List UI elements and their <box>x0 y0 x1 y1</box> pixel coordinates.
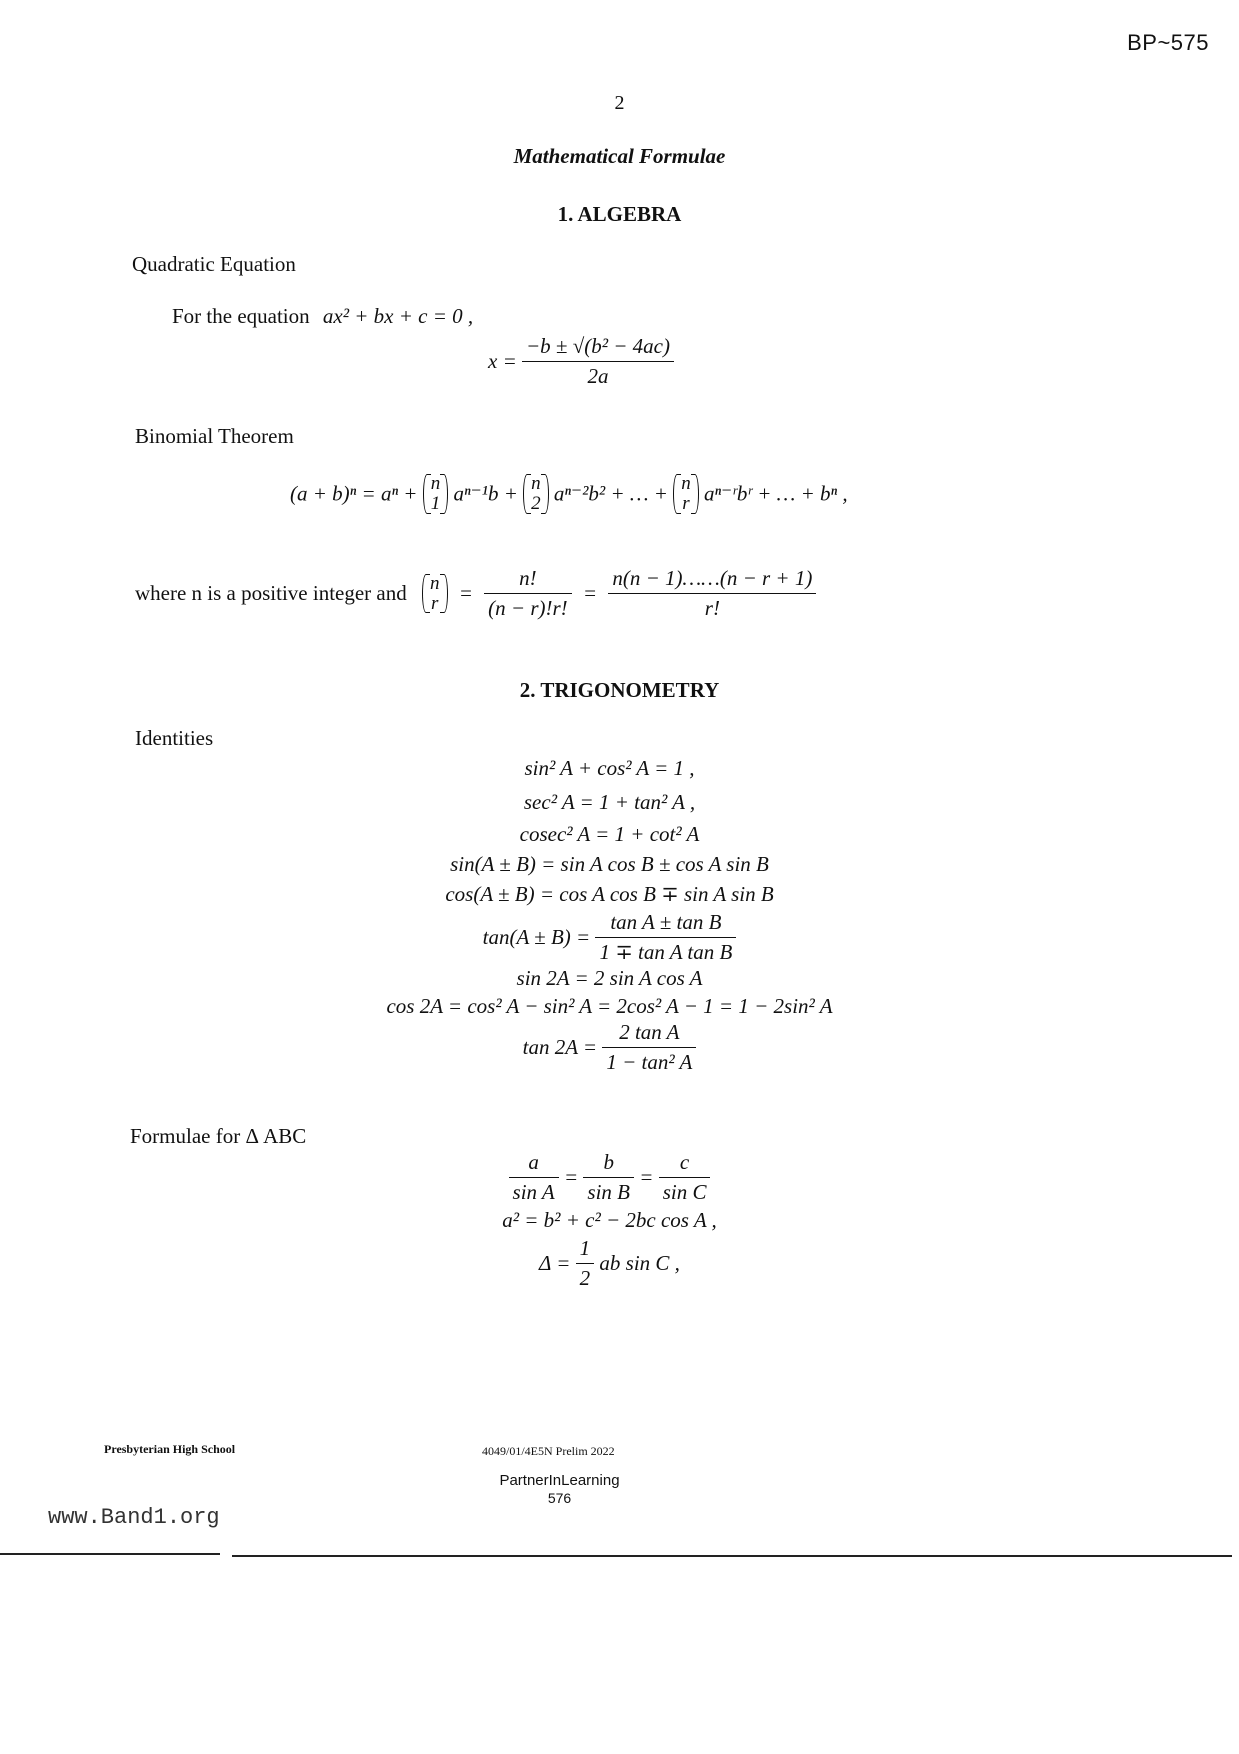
page-number: 2 <box>614 92 625 114</box>
binomial-coefficient-definition <box>135 566 816 621</box>
binomial-expansion <box>290 474 848 514</box>
tan-sum-numerator: tan A ± tan B <box>595 910 736 938</box>
tan-sum-denominator: 1 ∓ tan A tan B <box>599 940 733 964</box>
tan-sum-fraction <box>595 910 736 965</box>
sine-rule-b: b <box>583 1150 634 1178</box>
cos-double-angle: cos 2A = cos² A − sin² A = 2cos² A − 1 = 1 − 2sin² A <box>386 994 833 1018</box>
page-title: Mathematical Formulae <box>513 144 726 168</box>
area-denominator: 2 <box>579 1266 591 1290</box>
bottom-divider-right <box>232 1555 1232 1557</box>
tan2a-numerator: 2 tan A <box>602 1020 696 1048</box>
tan2a-fraction <box>602 1020 696 1075</box>
footer-page: 576 <box>547 1490 572 1506</box>
sine-rule-sin-c: sin C <box>662 1180 707 1204</box>
binomial-term-1: aⁿ⁻¹b + <box>453 481 518 506</box>
quadratic-lhs: x = <box>488 349 517 373</box>
sin-double-angle: sin 2A = 2 sin A cos A <box>516 966 703 990</box>
quadratic-intro <box>172 304 473 329</box>
sine-rule-c: c <box>659 1150 711 1178</box>
binomial-def-num-2: n(n − 1)……(n − r + 1) <box>608 566 816 594</box>
binomial-def-fraction-1 <box>484 566 572 621</box>
where-text: where n is a positive integer and <box>135 581 407 605</box>
quadratic-equation: ax² + bx + c = 0 , <box>322 304 474 328</box>
tan-double-angle <box>0 1020 1229 1075</box>
binomial-coefficient-n-2: n 2 <box>523 474 549 514</box>
binomial-coefficient-n-1: n 1 <box>423 474 449 514</box>
identity-4: sin(A ± B) = sin A cos B ± cos A sin B <box>450 852 769 876</box>
triangle-area <box>0 1236 1229 1291</box>
area-numerator: 1 <box>576 1236 595 1264</box>
sine-rule-equals-1: = <box>564 1165 579 1189</box>
binomial-coefficient-n-r: n r <box>673 474 699 514</box>
tan2a-lhs: tan 2A = <box>522 1035 598 1059</box>
quadratic-fraction <box>522 334 674 389</box>
binomial-def-num-1: n! <box>484 566 572 594</box>
tan-sum-lhs: tan(A ± B) = <box>482 925 591 949</box>
binomial-def-den-1: (n − r)!r! <box>488 596 568 620</box>
quadratic-numerator: −b ± √(b² − 4ac) <box>522 334 674 362</box>
trigonometry-heading: 2. TRIGONOMETRY <box>519 678 720 702</box>
cosine-rule: a² = b² + c² − 2bc cos A , <box>502 1208 717 1232</box>
identities-label: Identities <box>135 726 214 750</box>
footer-exam-code: 4049/01/4E5N Prelim 2022 <box>482 1444 615 1458</box>
footer-school: Presbyterian High School <box>104 1442 236 1456</box>
sine-rule-fraction-a <box>509 1150 559 1205</box>
identity-2: sec² A = 1 + tan² A , <box>523 790 696 814</box>
sine-rule-fraction-c <box>659 1150 711 1205</box>
sine-rule-equals-2: = <box>639 1165 654 1189</box>
identity-1: sin² A + cos² A = 1 , <box>524 756 695 780</box>
bottom-divider-left <box>0 1553 220 1555</box>
sine-rule-sin-a: sin A <box>512 1180 555 1204</box>
identity-5: cos(A ± B) = cos A cos B ∓ sin A sin B <box>445 882 774 906</box>
sine-rule-fraction-b <box>583 1150 634 1205</box>
sine-rule-a: a <box>509 1150 559 1178</box>
area-lhs: Δ = <box>539 1251 571 1275</box>
quadratic-equation-label: Quadratic Equation <box>132 252 296 276</box>
triangle-formulae-label: Formulae for Δ ABC <box>130 1124 307 1148</box>
equals-sign-2: = <box>582 581 598 605</box>
binomial-def-den-2: r! <box>704 596 720 620</box>
binomial-theorem-label: Binomial Theorem <box>135 424 294 448</box>
watermark-url[interactable]: www.Band1.org <box>48 1505 220 1530</box>
sine-rule-sin-b: sin B <box>587 1180 631 1204</box>
tan2a-denominator: 1 − tan² A <box>606 1050 693 1074</box>
algebra-heading: 1. ALGEBRA <box>557 202 682 226</box>
binomial-def-fraction-2 <box>608 566 816 621</box>
area-half-fraction <box>576 1236 595 1291</box>
quadratic-intro-text: For the equation <box>172 304 310 328</box>
identity-3: cosec² A = 1 + cot² A <box>519 822 700 846</box>
tan-sum-identity <box>0 910 1229 965</box>
binomial-term-2: aⁿ⁻²b² + … + <box>553 481 668 506</box>
quadratic-denominator: 2a <box>587 364 609 388</box>
area-rhs: ab sin C , <box>599 1251 680 1275</box>
binomial-term-3: aⁿ⁻ʳbʳ + … + bⁿ , <box>703 481 848 506</box>
quadratic-formula <box>488 334 674 389</box>
binomial-coefficient-n-r-def: n r <box>422 574 448 614</box>
binomial-lhs: (a + b)ⁿ = aⁿ + <box>290 481 418 506</box>
footer-partner: PartnerInLearning <box>499 1472 620 1489</box>
document-code: BP~575 <box>1127 30 1209 55</box>
sine-rule <box>0 1150 1229 1205</box>
equals-sign-1: = <box>458 581 473 605</box>
